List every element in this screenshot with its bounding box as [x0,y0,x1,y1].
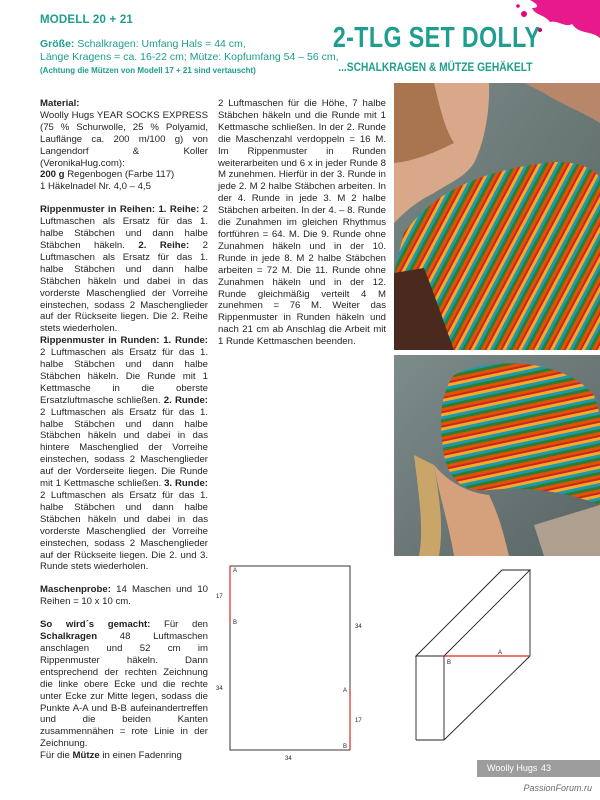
rounds-pattern-round2-label: 2. Runde: [163,394,208,406]
rows-pattern-text1: 2 Luftmaschen als Ersatz für das 1. halbe Stäbchen und dann halbe Stäbchen häkeln. [40,204,208,251]
material-amount: 200 g [40,169,65,181]
gauge-title: Maschenprobe: [40,584,111,596]
size-line2: Länge Kragens = ca. 16-22 cm; Mütze: Kopfumfang 54 – 56 cm, [40,51,339,63]
rounds-pattern-round3-label: 3. Runde: [164,478,208,490]
hat-photo-illustration [394,355,600,556]
rounds-pattern-title: Rippenmuster in Runden: 1. Runde: [40,335,208,347]
photo-scarf-collar [394,83,600,350]
howto-hat-label: Mütze [72,750,100,762]
rounds-pattern-text1: 2 Luftmaschen als Ersatz für das 1. halbe Stäbchen und dann halbe Stäbchen häkeln. Die Runde mit 1 Kettmasche in die oberste Ersatzluftmasche schließen. [40,347,208,406]
howto-text1: Für den [150,619,208,631]
page-title: 2-TLG SET DOLLY [332,22,540,54]
instructions-column-2 [218,98,386,348]
howto-text4: in einen Fadenring [99,750,182,762]
diagram1-dim-right-bottom: 17 [355,718,362,724]
diagram1-dim-left: 34 [216,686,223,692]
photo-hat [394,355,600,556]
model-number: MODELL 20 + 21 [40,14,134,26]
diagram2-label-b: B [447,660,452,666]
rows-pattern-row2-label: 2. Reihe: [138,239,190,251]
material-text: Woolly Hugs YEAR SOCKS EXPRESS (75 % Schurwolle, 25 % Polyamid, Lauflänge ca. 200 m/100 g) von Langendorf & Koller (VeronikaHug.com): [40,109,208,169]
rounds-pattern-text2: 2 Luftmaschen als Ersatz für das 1. halbe Stäbchen und dann halbe Stäbchen häkeln und dabei in das hintere Maschenglied der Vorreihe einstechen, sodass 2 Maschenglieder auf der Vorderseite liegen. Die Runde mit 1 Kettmasche schließen. [40,406,208,490]
material-hook: 1 Häkelnadel Nr. 4,0 – 4,5 [40,181,151,193]
instructions-column-1 [40,98,208,762]
diagram1-dim-bottom: 34 [285,756,292,762]
diagram2-label-a: A [498,650,503,656]
collar-flat-diagram [212,560,372,770]
hat-instructions-text: 2 Luftmaschen für die Höhe, 7 halbe Stäbchen häkeln und die Runde mit 1 Kettmasche schließen. In der 2. Runde die Maschenzahl verdoppeln = 16 M. Im Rippenmuster in Runden weiterarbeiten und 6 x in jeder Runde 8 M zunehmen. Hierfür in der 3. Runde in jede 2. M 2 halbe Stäbchen arbeiten. In der 4. Runde in jede 3. M 2 halbe Stäbchen arbeiten. In der 4. – 8. Runde die Zunahmen im gleichen Rhythmus fortführen = 64. M. Die 9. Runde ohne Zunahmen häkeln und in der 10. Runde in jede 8. M 2 halbe Stäbchen arbeiten = 72 M. Die 11. Runde ohne Zunahmen häkeln und in der 12. Runde gleichmäßig verteilt 4 M zunehmen = 76 M. Weiter das Rippenmuster in Runden häkeln und nach 21 cm ab Anschlag die Arbeit mit 1 Runde Kettmaschen beenden. [218,98,387,348]
rounds-pattern-text3: 2 Luftmaschen als Ersatz für das 1. halbe Stäbchen und dann halbe Stäbchen häkeln und dabei in das vorderste Maschenglied der Vorreihe einstechen, sodass 2 Maschenglieder auf der Rückseite liegen. Die 2. und 3. Runde stets wiederholen. [40,490,208,573]
size-note: (Achtung die Mützen von Modell 17 + 21 sind vertauscht) [40,66,256,75]
collar-folded-diagram [412,560,552,750]
watermark: PassionForum.ru [523,783,592,793]
diagram1-label-b-bottom: B [343,744,348,750]
rows-pattern-text2: 2 Luftmaschen als Ersatz für das 1. halbe Stäbchen und dann halbe Stäbchen häkeln und dabei in das vorderste Maschenglied der Vorreihe einstechen, sodass 2 Maschenglieder auf der Rückseite liegen. Die 2. Reihe stets wiederholen. [40,239,208,335]
material-title: Material: [40,98,80,109]
size-label: Größe: [40,38,75,50]
diagram1-dim-right: 34 [355,624,362,630]
howto-text2: 48 Luftmaschen anschlagen und 52 cm im Rippenmuster häkeln. Dann entsprechend der rechten Zeichnung die linke obere Ecke und die rechte unter Ecke zur Mitte legen, sodass die Punkte A-A und B-B aufeinandertreffen und die beiden Kanten zusammennähen = rote Linie in der Zeichnung. [40,631,208,750]
material-color: Regenbogen (Farbe 117) [64,169,175,181]
howto-text3: Für die [40,750,73,762]
gauge-text: 14 Maschen und 10 Reihen = 10 x 10 cm. [40,584,208,608]
diagram1-label-b-top: B [233,620,238,626]
footer-brand: Woolly Hugs [487,763,538,773]
diagram1-dim-left-top: 17 [216,594,223,600]
howto-collar-label: Schalkragen [40,631,98,643]
howto-title: So wird´s gemacht: [40,619,151,631]
size-info [40,38,360,77]
diagram1-label-a-top: A [233,568,238,574]
diagram1-label-a-bottom: A [343,688,348,694]
rows-pattern-title: Rippenmuster in Reihen: 1. Reihe: [40,204,200,216]
page-number: 43 [541,763,552,773]
page-subtitle: ...SCHALKRAGEN & MÜTZE GEHÄKELT [337,60,532,74]
scarf-photo-illustration [394,83,600,350]
size-text: Schalkragen: Umfang Hals = 44 cm, [77,38,246,50]
